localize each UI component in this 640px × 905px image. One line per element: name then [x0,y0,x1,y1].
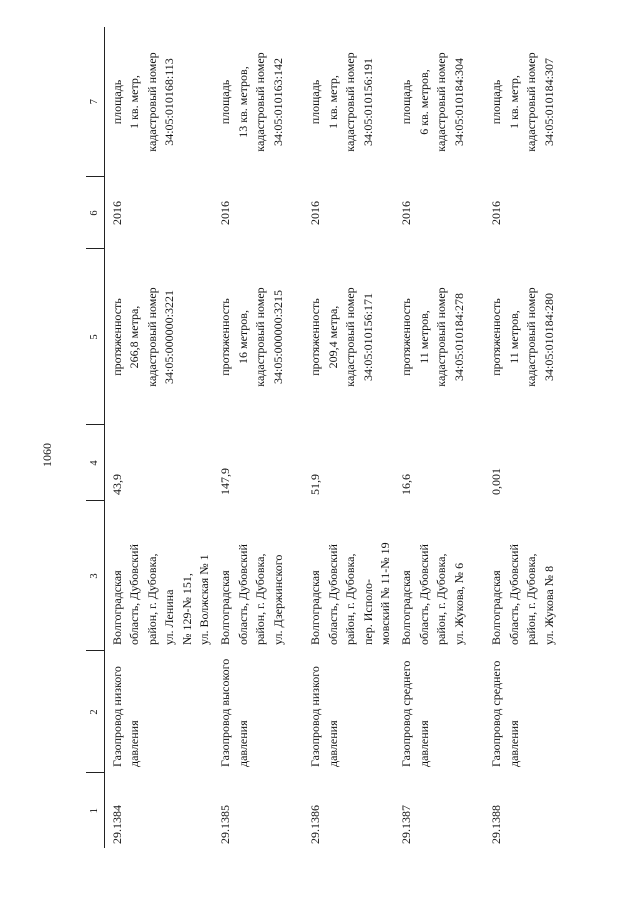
column-number-row [86,27,105,848]
address-line: Волгоградская [110,570,124,645]
column-number: 3 [86,501,105,651]
characteristics-cell [303,249,394,425]
notes-line: площадь [218,79,233,125]
address-cell [484,501,574,651]
object-name-line: давления [235,720,250,767]
column-number: 5 [86,249,105,425]
notes-line: площадь [399,79,414,125]
characteristics-line: 34:05:010184:278 [451,293,466,382]
address-line: пер. Исполо- [360,579,375,645]
notes-line: 34:05:010163:142 [270,58,285,147]
notes-line: 1 кв. метр, [127,75,142,129]
column-number: 1 [86,773,105,848]
characteristics-line: 34:05:010184:280 [541,293,556,382]
notes-line: кадастровый номер [524,52,539,152]
address-line: Волгоградская [489,570,504,645]
object-name-line: давления [127,720,142,767]
characteristics-line: кадастровый номер [144,287,159,387]
address-cell [213,501,303,651]
year-cell: 2016 [218,201,233,225]
characteristics-cell [394,249,484,425]
table-row [484,27,574,848]
notes-line: 1 кв. метр, [325,75,340,129]
value-cell: 43,9 [110,474,124,495]
characteristics-line: протяженность [399,298,414,376]
year-cell: 2016 [110,201,124,225]
characteristics-line: протяженность [308,298,323,376]
object-name-cell [484,651,574,773]
address-line: Волгоградская [399,570,414,645]
characteristics-line: 34:05:000000:3215 [270,290,285,385]
address-line: ул. Ленина [162,589,177,645]
notes-cell [213,27,303,177]
row-number-cell: 29.1388 [489,805,504,844]
characteristics-cell [105,249,214,425]
column-number: 6 [86,177,105,249]
property-table [86,27,574,848]
notes-line: 34:05:010156:191 [360,58,375,147]
object-name-cell [303,651,394,773]
characteristics-line: кадастровый номер [343,287,358,387]
year-cell: 2016 [308,201,323,225]
characteristics-line: 34:05:000000:3221 [162,290,177,385]
object-name-line: Газопровод среднего [399,660,414,767]
characteristics-line: кадастровый номер [524,287,539,387]
row-number-cell: 29.1387 [399,805,414,844]
address-line: район, г. Дубовка, [434,553,449,645]
characteristics-line: 34:05:010156:171 [360,293,375,382]
table-row [105,27,214,848]
object-name-line: давления [416,720,431,767]
address-line: область, Дубовский [127,544,142,645]
address-cell [394,501,484,651]
page-number: 1060 [40,443,54,467]
notes-line: 1 кв. метр, [506,75,521,129]
characteristics-cell [213,249,303,425]
address-line: ул. Дзержинского [270,554,285,645]
object-name-line: Газопровод высокого [218,658,233,767]
address-line: область, Дубовский [416,544,431,645]
address-cell [303,501,394,651]
object-name-line: Газопровод среднего [489,660,504,767]
address-cell [105,501,214,651]
address-line: область, Дубовский [325,544,340,645]
notes-line: 34:05:010184:304 [451,58,466,147]
object-name-line: давления [325,720,340,767]
value-cell: 147,9 [218,468,233,495]
address-line: район, г. Дубовка, [144,553,159,645]
object-name-line: Газопровод низкого [308,666,323,767]
notes-line: кадастровый номер [343,52,358,152]
characteristics-cell [484,249,574,425]
table-row [394,27,484,848]
column-number: 7 [86,27,105,177]
object-name-cell [394,651,484,773]
notes-line: 34:05:010184:307 [541,58,556,147]
characteristics-line: 209,4 метра, [325,305,340,369]
object-name-cell [213,651,303,773]
address-line: район, г. Дубовка, [253,553,268,645]
row-number-cell: 29.1385 [218,805,233,844]
year-cell: 2016 [399,201,414,225]
column-number: 2 [86,651,105,773]
notes-line: кадастровый номер [253,52,268,152]
notes-line: кадастровый номер [144,52,159,152]
address-line: ул. Жукова, № 6 [451,562,466,645]
value-cell: 0,001 [489,468,504,495]
notes-line: площадь [110,79,124,125]
characteristics-line: 11 метров, [506,310,521,364]
address-line: Волгоградская [218,570,233,645]
row-number-cell: 29.1386 [308,805,323,844]
notes-cell [105,27,214,177]
characteristics-line: протяженность [110,298,124,376]
value-cell: 16,6 [399,474,414,495]
notes-cell [394,27,484,177]
address-line: ул. Волжская № 1 [197,554,212,645]
table-row [213,27,303,848]
address-line: область, Дубовский [235,544,250,645]
characteristics-line: 266,8 метра, [127,305,142,369]
characteristics-line: кадастровый номер [434,287,449,387]
address-line: № 129-№ 151, [179,573,194,645]
address-line: ул. Жукова № 8 [541,565,556,645]
value-cell: 51,9 [308,474,323,495]
address-line: область, Дубовский [506,544,521,645]
address-line: мовский № 11-№ 19 [378,542,393,645]
characteristics-line: 11 метров, [416,310,431,364]
notes-cell [484,27,574,177]
notes-line: площадь [489,79,504,125]
notes-line: 34:05:010168:113 [162,58,177,146]
object-name-line: давления [506,720,521,767]
address-line: район, г. Дубовка, [524,553,539,645]
notes-line: 6 кв. метров, [416,69,431,135]
characteristics-line: кадастровый номер [253,287,268,387]
address-line: район, г. Дубовка, [343,553,358,645]
property-table-frame [86,27,606,848]
characteristics-line: протяженность [218,298,233,376]
year-cell: 2016 [489,201,504,225]
row-number-cell: 29.1384 [110,805,124,844]
object-name-line: Газопровод низкого [110,666,124,767]
object-name-cell [105,651,214,773]
address-line: Волгоградская [308,570,323,645]
notes-line: кадастровый номер [434,52,449,152]
notes-line: 13 кв. метров, [235,66,250,138]
column-number: 4 [86,425,105,501]
notes-line: площадь [308,79,323,125]
characteristics-line: 16 метров, [235,310,250,364]
notes-cell [303,27,394,177]
characteristics-line: протяженность [489,298,504,376]
table-row [303,27,394,848]
